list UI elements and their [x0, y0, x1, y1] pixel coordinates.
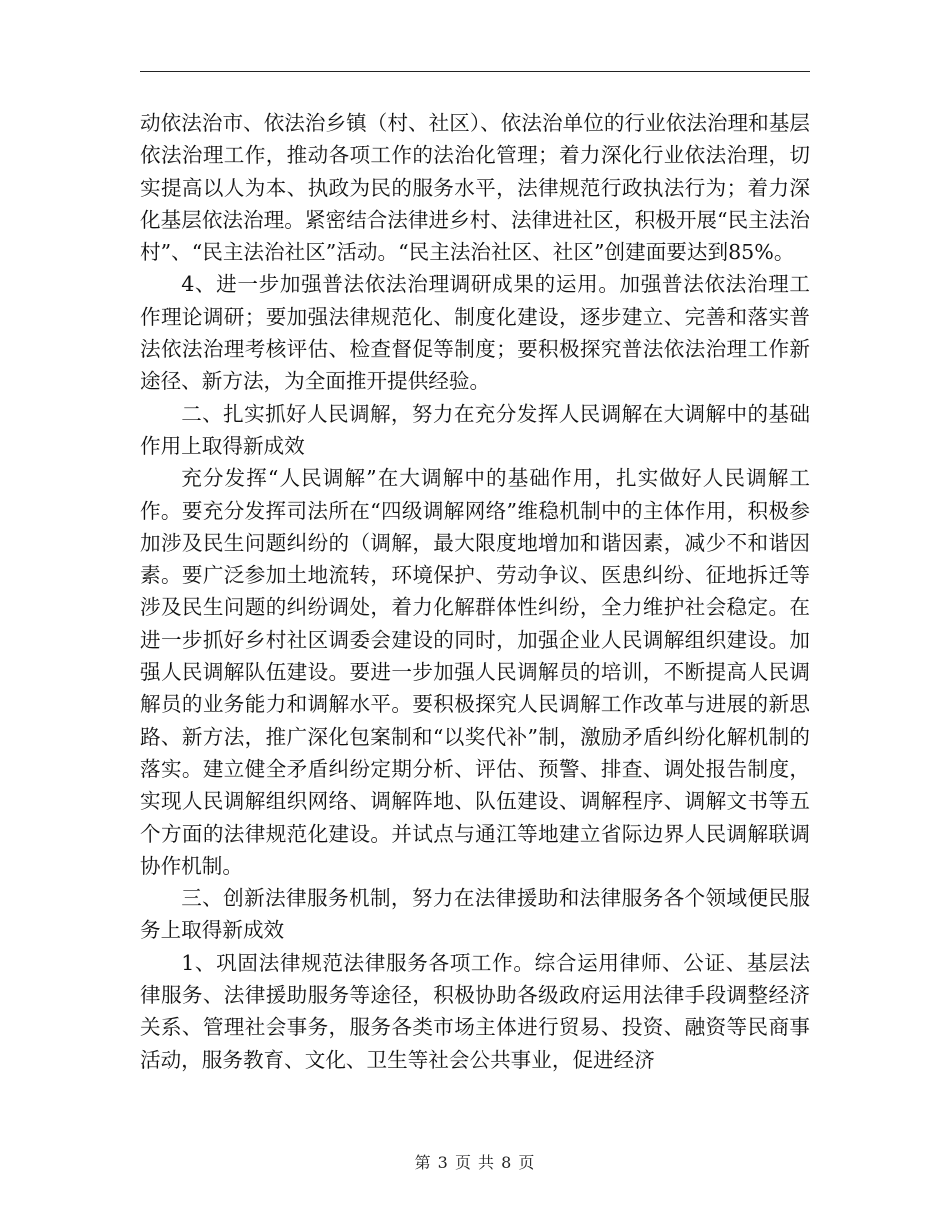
page-number: 第 3 页 共 8 页: [414, 1153, 536, 1172]
paragraph-item-1: 1、巩固法律规范法律服务各项工作。综合运用律师、公证、基层法律服务、法律援助服务等途径，积极协助各级政府运用法律手段调整经济关系、管理社会事务，服务各类市场主体进行贸易、投资、融资等民商事活动，服务教育、文化、卫生等社会公共事业，促进经济: [140, 950, 810, 1072]
document-body: [140, 107, 810, 1076]
paragraph-mediation: 充分发挥“人民调解”在大调解中的基础作用，扎实做好人民调解工作。要充分发挥司法所在“四级调解网络”维稳机制中的主体作用，积极参加涉及民生问题纠纷的（调解，最大限度地增加和谐因素，减少不和谐因素。要广泛参加土地流转，环境保护、劳动争议、医患纠纷、征地拆迁等涉及民生问题的纠纷调处，着力化解群体性纠纷，全力维护社会稳定。在进一步抓好乡村社区调委会建设的同时，加强企业人民调解组织建设。加强人民调解队伍建设。要进一步加强人民调解员的培训，不断提高人民调解员的业务能力和调解水平。要积极探究人民调解工作改革与进展的新思路、新方法，推广深化包案制和“以奖代补”制，激励矛盾纠纷化解机制的落实。建立健全矛盾纠纷定期分析、评估、预警、排查、调处报告制度，实现人民调解组织网络、调解阵地、队伍建设、调解程序、调解文书等五个方面的法律规范化建设。并试点与通江等地建立省际边界人民调解联调协作机制。: [140, 466, 810, 878]
section-heading-3: 三、创新法律服务机制，努力在法律援助和法律服务各个领域便民服务上取得新成效: [140, 886, 810, 943]
paragraph-continuation: 动依法治市、依法治乡镇（村、社区）、依法治单位的行业依法治理和基层依法治理工作，推动各项工作的法治化管理；着力深化行业依法治理，切实提高以人为本、执政为民的服务水平，法律规范行政执法行为；着力深化基层依法治理。紧密结合法律进乡村、法律进社区，积极开展“民主法治村”、“民主法治社区”活动。“民主法治社区、社区”创建面要达到85%。: [140, 111, 810, 265]
section-heading-2: 二、扎实抓好人民调解，努力在充分发挥人民调解在大调解中的基础作用上取得新成效: [140, 401, 810, 458]
header-rule: [140, 71, 810, 72]
paragraph-item-4: 4、进一步加强普法依法治理调研成果的运用。加强普法依法治理工作理论调研；要加强法律规范化、制度化建设，逐步建立、完善和落实普法依法治理考核评估、检查督促等制度；要积极探究普法依法治理工作新途径、新方法，为全面推开提供经验。: [140, 272, 810, 394]
